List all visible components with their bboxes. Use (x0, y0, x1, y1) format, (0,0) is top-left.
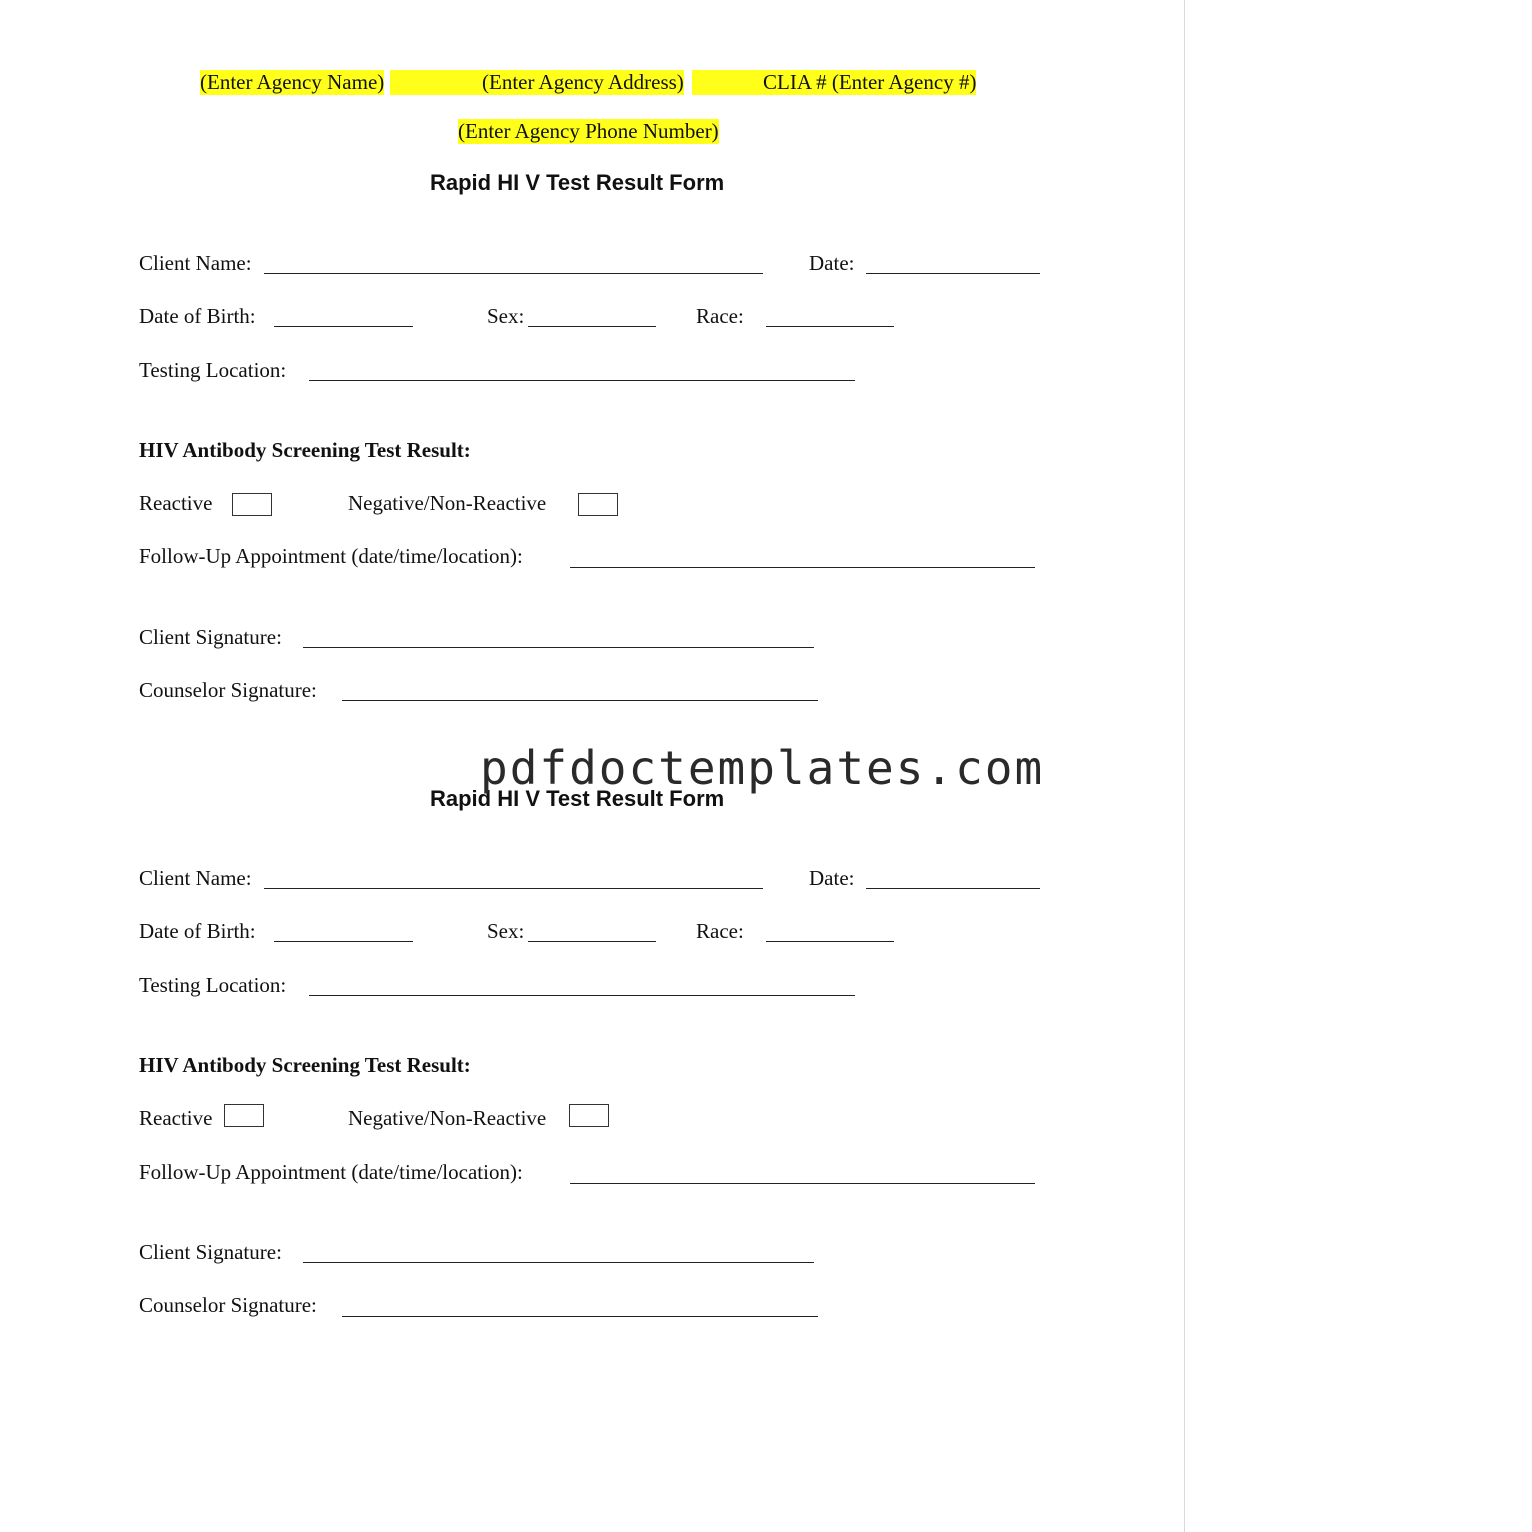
client-name-field[interactable] (264, 273, 763, 274)
highlight-gap (390, 70, 482, 95)
counselor-signature-label: Counselor Signature: (139, 678, 317, 702)
testing-location-field[interactable] (309, 995, 855, 996)
highlight-gap (692, 70, 764, 95)
dob-field[interactable] (274, 326, 413, 327)
date-label: Date: (809, 866, 855, 890)
counselor-signature-field[interactable] (342, 1316, 818, 1317)
followup-field[interactable] (570, 567, 1035, 568)
followup-label: Follow-Up Appointment (date/time/location): (139, 544, 523, 568)
clia-number-placeholder: CLIA # (Enter Agency #) (763, 70, 977, 94)
result-heading: HIV Antibody Screening Test Result: (139, 1053, 471, 1077)
client-signature-label: Client Signature: (139, 1240, 282, 1264)
counselor-signature-field[interactable] (342, 700, 818, 701)
page-gutter (1185, 0, 1532, 1532)
race-field[interactable] (766, 326, 894, 327)
reactive-checkbox[interactable] (224, 1104, 264, 1127)
followup-label: Follow-Up Appointment (date/time/location): (139, 1160, 523, 1184)
form-title: Rapid HI V Test Result Form (430, 170, 725, 195)
client-signature-field[interactable] (303, 1262, 814, 1263)
client-name-label: Client Name: (139, 866, 252, 890)
client-signature-field[interactable] (303, 647, 814, 648)
testing-location-label: Testing Location: (139, 973, 287, 997)
negative-label: Negative/Non-Reactive (348, 491, 547, 515)
reactive-label: Reactive (139, 1106, 213, 1130)
sex-field[interactable] (528, 326, 656, 327)
negative-checkbox[interactable] (578, 493, 618, 516)
counselor-signature-label: Counselor Signature: (139, 1293, 317, 1317)
client-name-field[interactable] (264, 888, 763, 889)
race-label: Race: (696, 304, 744, 328)
agency-phone-placeholder: (Enter Agency Phone Number) (458, 119, 719, 143)
sex-label: Sex: (487, 919, 525, 943)
client-signature-label: Client Signature: (139, 625, 282, 649)
testing-location-field[interactable] (309, 380, 855, 381)
form-title: Rapid HI V Test Result Form (430, 786, 725, 811)
client-name-label: Client Name: (139, 251, 252, 275)
dob-label: Date of Birth: (139, 919, 256, 943)
race-label: Race: (696, 919, 744, 943)
negative-checkbox[interactable] (569, 1104, 609, 1127)
date-field[interactable] (866, 888, 1040, 889)
followup-field[interactable] (570, 1183, 1035, 1184)
watermark-text: pdfdoctemplates.com (480, 741, 1045, 795)
date-field[interactable] (866, 273, 1040, 274)
reactive-checkbox[interactable] (232, 493, 272, 516)
negative-label: Negative/Non-Reactive (348, 1106, 547, 1130)
dob-field[interactable] (274, 941, 413, 942)
sex-label: Sex: (487, 304, 525, 328)
dob-label: Date of Birth: (139, 304, 256, 328)
testing-location-label: Testing Location: (139, 358, 287, 382)
race-field[interactable] (766, 941, 894, 942)
agency-address-placeholder: (Enter Agency Address) (482, 70, 684, 94)
date-label: Date: (809, 251, 855, 275)
result-heading: HIV Antibody Screening Test Result: (139, 438, 471, 462)
reactive-label: Reactive (139, 491, 213, 515)
agency-name-placeholder: (Enter Agency Name) (200, 70, 385, 94)
sex-field[interactable] (528, 941, 656, 942)
